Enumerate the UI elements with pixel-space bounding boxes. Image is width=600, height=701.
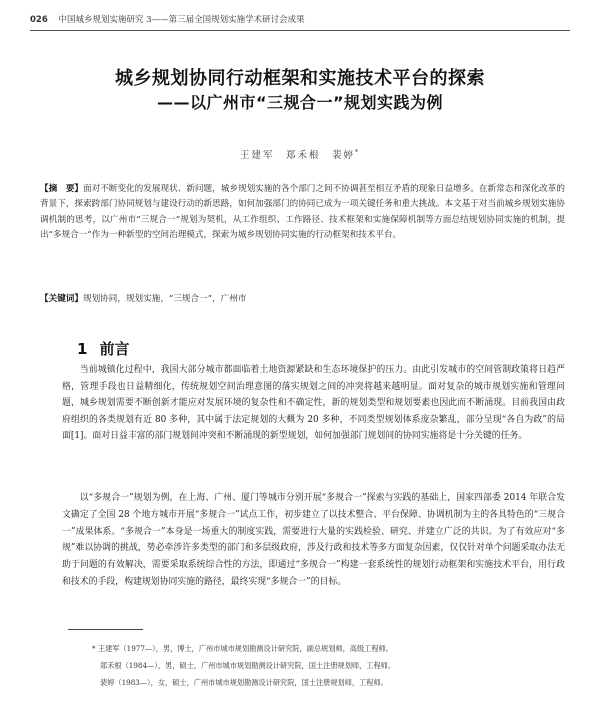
author-footnote-mark: * (355, 148, 360, 156)
abstract (40, 182, 565, 243)
keywords-text: 规划协同，规划实施，“三规合一”，广州市 (82, 294, 247, 304)
section-title: 前言 (99, 340, 130, 358)
abstract-label: 【摘 要】 (40, 184, 84, 194)
footnote-3: 裴婷（1983—），女，硕士，广州市城市规划勘测设计研究院，国土注册规划师，工程师。 (100, 678, 388, 687)
section-number: 1 (77, 340, 88, 358)
running-title: 中国城乡规划实施研究 3——第三届全国规划实施学术研讨会成果 (58, 15, 305, 25)
abstract-text: 面对不断变化的发展现状、新问题，城乡规划实施的各个部门之间不协调甚至相互矛盾的现象日益增多。在新常态和深化改革的背景下，探索跨部门协同规划与建设行动的新思路，如何加强部门的协同已成为一项关键任务和重大挑战。本文基于对当前城乡规划实施协调机制的思考，以广州市“三规合一”规划为契机，从工作组织、工作路径、技术框架和实施保障机制等方面总结规划协同实施的机制，提出“多规合一”作为一种新型的空间治理模式，探索为城乡规划协同实施的行动框架和技术平台。 (40, 184, 565, 240)
paper-title: 城乡规划协同行动框架和实施技术平台的探索 (115, 68, 485, 89)
body-paragraph-1: 当前城镇化过程中，我国大部分城市都面临着土地资源紧缺和生态环境保护的压力。由此引发城市的空间管制政策将日趋严格，管理手段也日益精细化，传统规划空间治理意图的落实规划之间的冲突将越来越明显。面对复杂的城市规划实施和管理问题，城乡规划需要不断创新才能应对发展环境的复杂性和不确定性，新的规划类型和规划要素也因此而不断涌现。目前我国由政府组织的各类规划有近 80 多种，其中属于法定规划的大概为 20 多种，不同类型规划体系庞杂繁乱，部分呈现“各自为政”的局面[1]。面对日益丰富的部门规划间冲突和不断涌现的新型规划，如何加强部门规划间的协同实施将是十分关键的任务。 (62, 365, 565, 442)
footnote-rule (68, 629, 143, 630)
footnote-2: 郑禾根（1984—），男，硕士，广州市城市规划勘测设计研究院，国土注册规划师，工程师。 (100, 661, 396, 670)
section-heading (77, 338, 129, 359)
paper-subtitle: ——以广州市“三规合一”规划实践为例 (156, 93, 444, 112)
author-names: 王建军 郑禾根 裴婷 (239, 150, 355, 161)
header-divider (30, 30, 570, 31)
keywords (40, 292, 565, 306)
body-paragraph-2: 以“多规合一”规划为例，在上海、广州、厦门等城市分别开展“多规合一”探索与实践的基础上，国家四部委 2014 年联合发文确定了全国 28 个地方城市开展“多规合一”试点工作，初步建立了以技术整合、平台保障、协调机制为主的各具特色的“三规合一”成果体系。“多规合一”本身是一场重大的制度实践，需要进行大量的实践检验、研究、并建立广泛的共识。为了有效应对“多规”难以协调的挑战，势必牵涉许多类型的部门和多层级政府，涉及行政和技术等多方面复杂因素，仅仅针对单个问题采取办法无助于问题的有效解决，需要采取系统综合性的方法，即通过“多规合一”构建一套系统性的规划行动框架和实施技术平台，用行政和技术的手段，构建规划协同实施的路径，最终实现“多规合一”的目标。 (62, 493, 565, 587)
keywords-label: 【关键词】 (40, 294, 83, 304)
running-header (30, 13, 570, 27)
footnote-1: * 王建军（1977—），男，博士，广州市城市规划勘测设计研究院，副总规划师，高级工程师。 (92, 644, 393, 653)
page-number: 026 (30, 15, 48, 25)
author-line (0, 147, 600, 161)
